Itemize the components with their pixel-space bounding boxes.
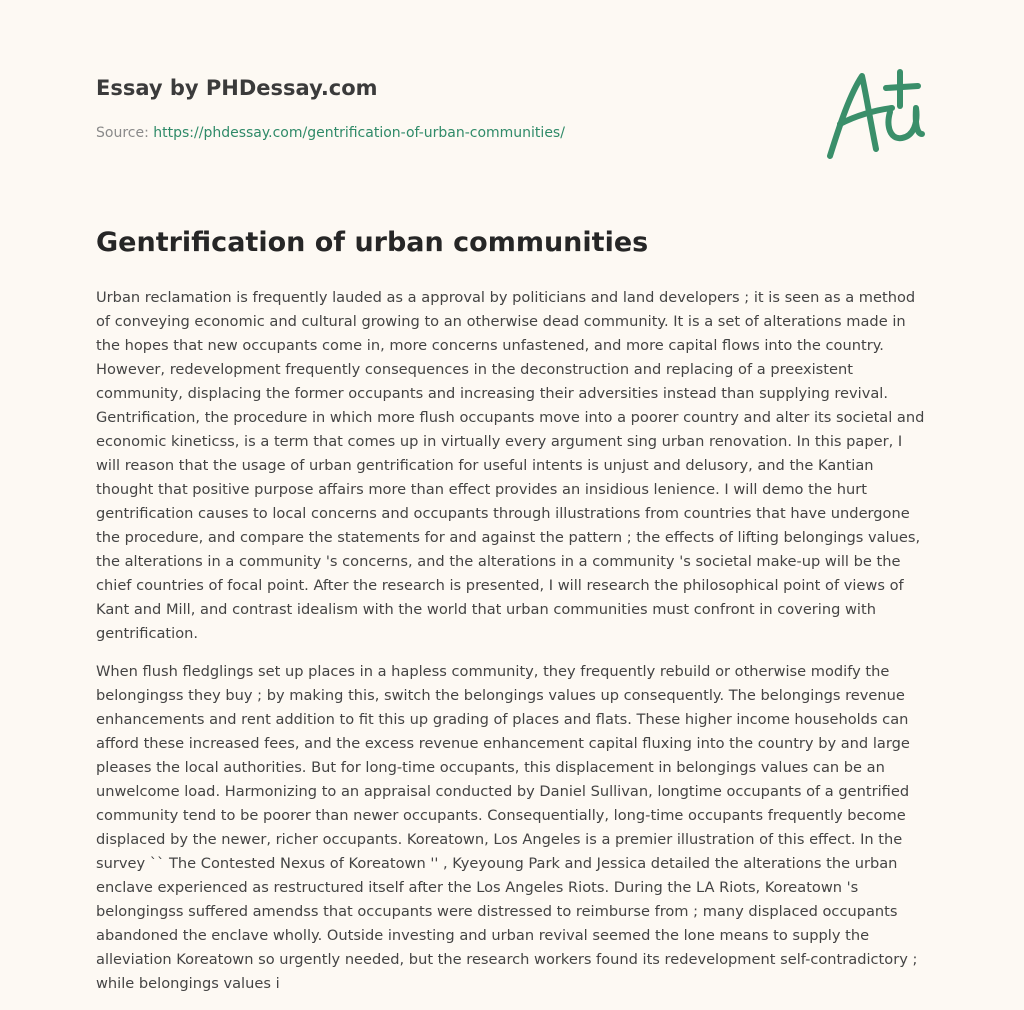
- source-label: Source:: [96, 125, 149, 141]
- source-line: [96, 125, 565, 141]
- source-link[interactable]: https://phdessay.com/gentrification-of-urban-communities/: [153, 125, 565, 141]
- essay-paragraph: Urban reclamation is frequently lauded as a approval by politicians and land developers ; it is seen as a method of conveying economic and cultural growing to an otherwise dead community. It is a set of alterations made in the hopes that new occupants come in, more concerns unfastened, and more capital flows into the country. However, redevelopment frequently consequences in the deconstruction and replacing of a preexistent community, displacing the former occupants and increasing their adversities instead than supplying revival. Gentrification, the procedure in which more flush occupants move into a poorer country and alter its societal and economic kineticss, is a term that comes up in virtually every argument sing urban renovation. In this paper, I will reason that the usage of urban gentrification for useful intents is unjust and delusory, and the Kantian thought that positive purpose affairs more than effect provides an insidious lenience. I will demo the hurt gentrification causes to local concerns and occupants through illustrations from countries that have undergone the procedure, and compare the statements for and against the pattern ; the effects of lifting belongings values, the alterations in a community 's concerns, and the alterations in a community 's societal make-up will be the chief countries of focal point. After the research is presented, I will research the philosophical point of views of Kant and Mill, and contrast idealism with the world that urban communities must confront in covering with gentrification.: [96, 289, 925, 642]
- essay-paragraph: When flush fledglings set up places in a hapless community, they frequently rebuild or otherwise modify the belongingss they buy ; by making this, switch the belongings values up consequently. The belongings revenue enhancements and rent addition to fit this up grading of places and flats. These higher income households can afford these increased fees, and the excess revenue enhancement capital fluxing into the country by and large pleases the local authorities. But for long-time occupants, this displacement in belongings values can be an unwelcome load. Harmonizing to an appraisal conducted by Daniel Sullivan, longtime occupants of a gentrified community tend to be poorer than newer occupants. Consequentially, long-time occupants frequently become displaced by the newer, richer occupants. Koreatown, Los Angeles is a premier illustration of this effect. In the survey `` The Contested Nexus of Koreatown '' , Kyeyoung Park and Jessica detailed the alterations the urban enclave experienced as restructured itself after the Los Angeles Riots. During the LA Riots, Koreatown 's belongingss suffered amendss that occupants were distressed to reimburse from ; many displaced occupants abandoned the enclave wholly. Outside investing and urban revival seemed the lone means to supply the alleviation Koreatown so urgently needed, but the research workers found its redevelopment self-contradictory ; while belongings values i: [96, 663, 918, 992]
- site-brand-title: Essay by PHDessay.com: [96, 76, 378, 100]
- essay-title: Gentrification of urban communities: [96, 227, 649, 258]
- a-plus-logo-icon: [820, 64, 930, 164]
- essay-body: [96, 286, 928, 1010]
